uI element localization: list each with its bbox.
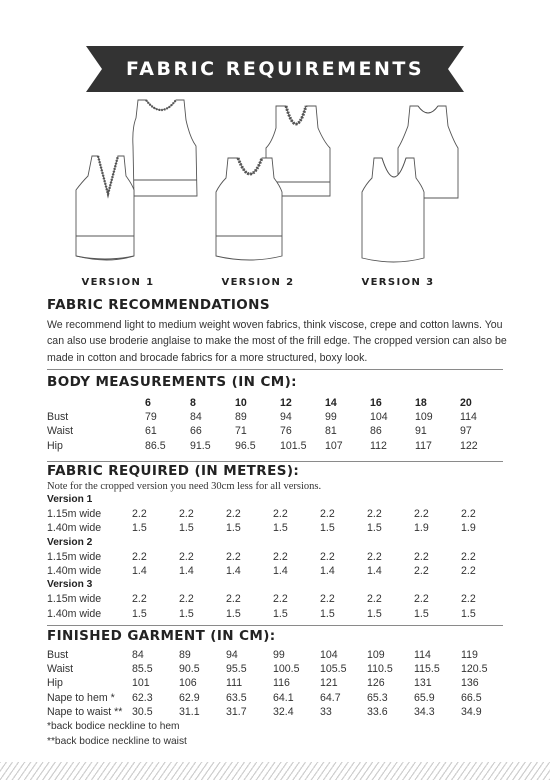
version-1-label: VERSION 1 (81, 277, 155, 288)
body-measurements-table (47, 396, 505, 453)
fabric-width-row (47, 550, 508, 564)
size-header: 18 (415, 397, 427, 409)
measurement-value: 94 (280, 411, 292, 424)
garment-measure-value: 90.5 (179, 663, 200, 676)
garment-measure-value: 62.9 (179, 691, 200, 704)
fabric-amount: 2.2 (461, 550, 476, 563)
fabric-width-label: 1.15m wide (47, 508, 102, 521)
measurement-value: 99 (325, 411, 337, 424)
fabric-amount: 1.5 (320, 522, 335, 535)
garment-row (47, 676, 508, 690)
fabric-amount: 1.4 (367, 565, 382, 578)
garment-measure-value: 115.5 (414, 663, 440, 676)
version-3-front-illustration (362, 158, 424, 262)
fabric-amount: 1.5 (132, 607, 147, 620)
garment-measure-value: 119 (461, 649, 478, 661)
garment-row (47, 662, 508, 676)
garment-measure-value: 109 (367, 649, 385, 661)
measurement-value: 104 (370, 411, 388, 424)
fabric-amount: 1.5 (367, 607, 382, 620)
measurement-value: 84 (190, 411, 202, 424)
fabric-amount: 2.2 (179, 593, 194, 606)
measurement-value: 86 (370, 425, 382, 438)
garment-measure-value: 31.1 (179, 705, 200, 718)
fabric-amount: 1.4 (179, 565, 194, 578)
divider (47, 369, 503, 370)
fabric-amount: 2.2 (132, 508, 147, 521)
garment-measure-value: 136 (461, 677, 479, 690)
fabric-amount: 1.5 (226, 522, 241, 535)
finished-garment-table (47, 648, 508, 719)
fabric-amount: 2.2 (461, 565, 476, 578)
garment-measure-value: 99 (273, 649, 285, 661)
divider (47, 461, 503, 462)
measurement-value: 91 (415, 425, 427, 438)
measurement-value: 117 (415, 439, 432, 452)
garment-measure-value: 121 (320, 677, 338, 690)
garment-row (47, 705, 508, 719)
fabric-width-row (47, 521, 508, 535)
measurement-value: 61 (145, 425, 157, 438)
garment-measure-value: 131 (414, 677, 432, 690)
garment-measure-value: 33 (320, 705, 332, 718)
garment-measure-value: 30.5 (132, 705, 153, 718)
garment-measure-value: 94 (226, 649, 238, 661)
recommendations-text: We recommend light to medium weight woven fabrics, think viscose, crepe and cotton lawns. You can also use broderie anglaise to make the most of the frill edge. The cropped version can also be made in cotton and brocade fabrics for a more structured, boxy look. (47, 319, 507, 364)
footnote-waist: **back bodice neckline to waist (47, 736, 187, 747)
finished-garment-heading: FINISHED GARMENT (IN CM): (47, 628, 276, 644)
fabric-amount: 2.2 (367, 550, 382, 563)
garment-measure-value: 110.5 (367, 663, 393, 676)
version-group-title: Version 2 (47, 536, 93, 548)
fabric-width-label: 1.40m wide (47, 565, 102, 578)
measurement-value: 109 (415, 411, 433, 424)
garment-measure-value: 65.3 (367, 691, 388, 704)
fabric-amount: 1.4 (273, 565, 288, 578)
garment-measure-value: 31.7 (226, 705, 247, 718)
fabric-amount: 1.5 (414, 607, 429, 620)
fabric-amount: 2.2 (461, 593, 476, 606)
fabric-amount: 1.4 (320, 565, 335, 578)
measurement-label: Hip (47, 439, 63, 452)
fabric-amount: 2.2 (320, 593, 335, 606)
recommendations-heading: FABRIC RECOMMENDATIONS (47, 297, 270, 313)
fabric-amount: 2.2 (226, 593, 241, 606)
fabric-amount: 1.5 (179, 522, 194, 535)
garment-measure-value: 66.5 (461, 691, 482, 704)
measurement-row (47, 410, 505, 424)
fabric-amount: 2.2 (367, 593, 382, 606)
fabric-amount: 2.2 (273, 593, 288, 606)
garment-measure-value: 100.5 (273, 663, 300, 676)
version-2-front-illustration (216, 158, 282, 260)
version-1-back-illustration (133, 100, 197, 196)
measurement-value: 76 (280, 425, 292, 438)
fabric-amount: 1.5 (273, 522, 288, 535)
title-banner (86, 46, 464, 92)
garment-measure-value: 126 (367, 677, 385, 690)
fabric-width-row (47, 592, 508, 606)
fabric-amount: 1.5 (273, 607, 288, 620)
fabric-amount: 2.2 (226, 550, 241, 563)
garment-measure-value: 111 (226, 677, 243, 690)
fabric-amount: 2.2 (414, 508, 429, 521)
fabric-amount: 2.2 (179, 550, 194, 563)
garment-measure-value: 116 (273, 677, 290, 690)
fabric-amount: 1.5 (226, 607, 241, 620)
measurement-value: 114 (460, 411, 477, 424)
measurement-value: 112 (370, 439, 387, 452)
fabric-amount: 2.2 (273, 550, 288, 563)
measurement-row (47, 439, 505, 453)
garment-measure-value: 106 (179, 677, 197, 690)
fabric-amount: 2.2 (367, 508, 382, 521)
measurement-value: 96.5 (235, 439, 256, 452)
fabric-amount: 2.2 (414, 565, 429, 578)
decorative-stripe-border (0, 762, 550, 780)
size-header: 8 (190, 397, 196, 409)
garment-measure-label: Nape to hem * (47, 691, 115, 704)
fabric-width-label: 1.40m wide (47, 522, 102, 535)
fabric-amount: 2.2 (414, 593, 429, 606)
measurement-value: 97 (460, 425, 472, 438)
garment-measure-value: 85.5 (132, 663, 153, 676)
measurement-value: 86.5 (145, 439, 166, 452)
garment-measure-label: Hip (47, 677, 63, 690)
garment-measure-value: 63.5 (226, 691, 247, 704)
garment-measure-value: 104 (320, 649, 338, 661)
fabric-width-label: 1.40m wide (47, 607, 102, 620)
size-header: 10 (235, 397, 247, 409)
fabric-width-row (47, 507, 508, 521)
fabric-amount: 2.2 (226, 508, 241, 521)
version-group-row (47, 493, 508, 507)
measurement-value: 101.5 (280, 439, 307, 452)
garment-measure-value: 32.4 (273, 705, 294, 718)
version-1-front-illustration (76, 156, 134, 260)
version-group-title: Version 1 (47, 494, 93, 505)
garment-measure-value: 114 (414, 649, 431, 661)
fabric-amount: 2.2 (461, 508, 476, 521)
garment-measure-label: Bust (47, 649, 69, 661)
fabric-amount: 1.5 (367, 522, 382, 535)
garment-measure-label: Nape to waist ** (47, 705, 123, 718)
cropped-version-note: Note for the cropped version you need 30cm less for all versions. (47, 481, 322, 492)
fabric-width-label: 1.15m wide (47, 550, 102, 563)
measurement-value: 71 (235, 425, 247, 438)
garment-measure-value: 89 (179, 649, 191, 661)
fabric-amount: 1.5 (461, 607, 476, 620)
fabric-amount: 2.2 (179, 508, 194, 521)
garment-measure-value: 62.3 (132, 691, 153, 704)
size-header-row (47, 396, 505, 410)
fabric-amount: 2.2 (320, 508, 335, 521)
size-header: 16 (370, 397, 382, 409)
fabric-amount: 1.4 (226, 565, 241, 578)
fabric-width-row (47, 564, 508, 578)
garment-measure-value: 84 (132, 649, 144, 661)
measurement-value: 81 (325, 425, 337, 438)
size-header: 14 (325, 397, 337, 409)
fabric-amount: 1.5 (132, 522, 147, 535)
page-title: FABRIC REQUIREMENTS (125, 58, 425, 80)
garment-measure-value: 33.6 (367, 705, 388, 718)
fabric-amount: 2.2 (132, 593, 147, 606)
measurement-value: 89 (235, 411, 247, 424)
garment-measure-value: 65.9 (414, 691, 435, 704)
fabric-amount: 2.2 (273, 508, 288, 521)
measurement-value: 107 (325, 439, 343, 452)
measurement-label: Waist (47, 425, 74, 438)
size-header: 12 (280, 397, 292, 409)
garment-measure-value: 101 (132, 677, 150, 690)
garment-measure-value: 120.5 (461, 663, 488, 676)
fabric-required-table (47, 493, 508, 621)
version-group-row (47, 536, 508, 550)
fabric-amount: 1.5 (179, 607, 194, 620)
version-group-row (47, 578, 508, 592)
footnote-hem: *back bodice neckline to hem (47, 721, 180, 732)
divider (47, 625, 503, 626)
garment-measure-value: 64.7 (320, 691, 341, 704)
fabric-amount: 1.9 (461, 522, 476, 535)
measurement-label: Bust (47, 411, 69, 424)
fabric-amount: 2.2 (414, 550, 429, 563)
measurement-row (47, 424, 505, 438)
measurement-value: 79 (145, 411, 157, 424)
garment-measure-value: 95.5 (226, 663, 247, 676)
fabric-amount: 1.4 (132, 565, 147, 578)
fabric-amount: 1.5 (320, 607, 335, 620)
garment-measure-label: Waist (47, 663, 74, 676)
body-measurements-heading: BODY MEASUREMENTS (IN CM): (47, 374, 297, 390)
garment-measure-value: 34.3 (414, 705, 435, 718)
fabric-required-heading: FABRIC REQUIRED (IN METRES): (47, 463, 300, 479)
version-2-label: VERSION 2 (221, 277, 295, 288)
fabric-width-row (47, 607, 508, 621)
version-group-title: Version 3 (47, 579, 93, 591)
size-header-spacer (47, 396, 145, 410)
size-header: 20 (460, 397, 472, 409)
garment-measure-value: 34.9 (461, 705, 482, 718)
size-header: 6 (145, 397, 151, 409)
garment-row (47, 648, 508, 662)
measurement-value: 91.5 (190, 439, 211, 452)
measurement-value: 66 (190, 425, 202, 438)
garment-measure-value: 105.5 (320, 663, 347, 676)
fabric-amount: 1.9 (414, 522, 429, 535)
garment-row (47, 691, 508, 705)
fabric-amount: 2.2 (320, 550, 335, 563)
garment-illustrations (60, 98, 480, 274)
version-3-label: VERSION 3 (361, 277, 435, 288)
fabric-amount: 2.2 (132, 550, 147, 563)
measurement-value: 122 (460, 439, 478, 452)
garment-measure-value: 64.1 (273, 691, 294, 704)
fabric-width-label: 1.15m wide (47, 593, 102, 606)
